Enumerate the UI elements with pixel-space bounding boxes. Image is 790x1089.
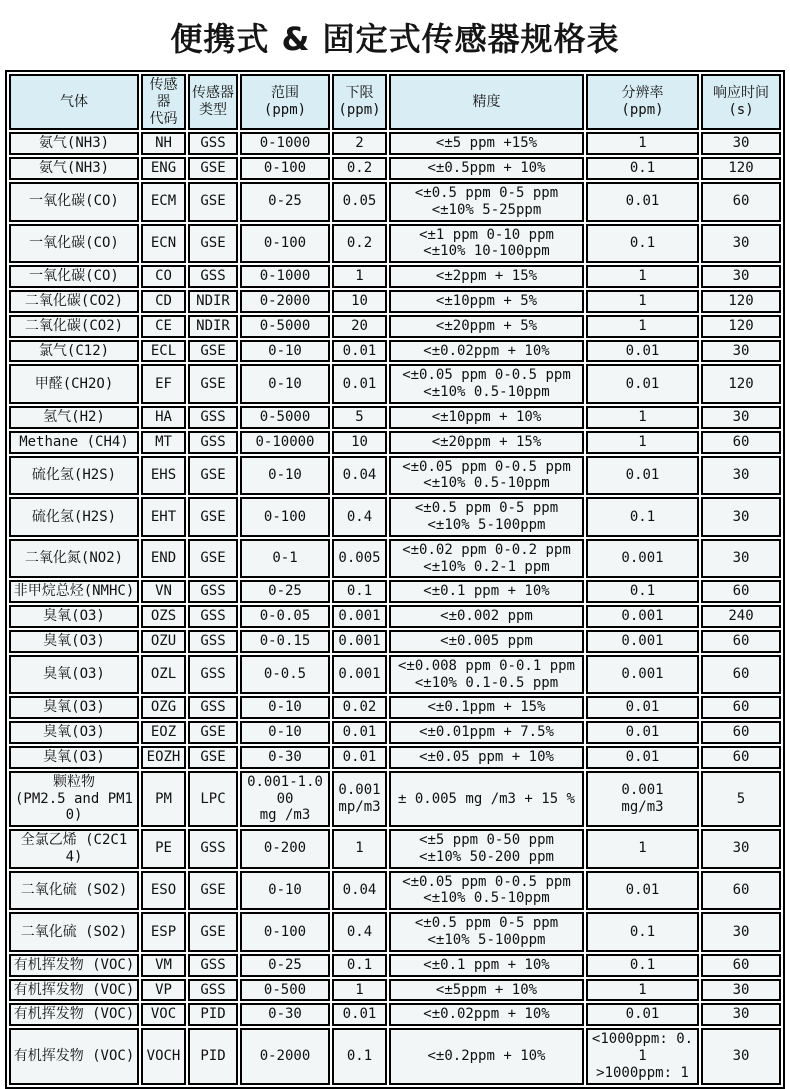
cell-gas: 硫化氢(H2S) <box>9 497 139 537</box>
cell-range: 0-100 <box>240 497 330 537</box>
cell-code: VOC <box>141 1003 186 1026</box>
cell-code: EF <box>141 364 186 404</box>
cell-range: 0-200 <box>240 829 330 869</box>
cell-type: GSS <box>188 431 238 454</box>
column-header-resolution: 分辨率 (ppm) <box>586 74 699 130</box>
cell-response: 30 <box>701 265 781 288</box>
cell-response: 60 <box>701 746 781 769</box>
column-header-accuracy: 精度 <box>389 74 584 130</box>
table-row <box>9 630 781 653</box>
cell-resolution: 0.01 <box>586 364 699 404</box>
cell-type: GSS <box>188 829 238 869</box>
cell-type: PID <box>188 1028 238 1084</box>
cell-resolution: 0.01 <box>586 182 699 222</box>
cell-code: CD <box>141 290 186 313</box>
cell-code: OZL <box>141 655 186 695</box>
cell-response: 30 <box>701 456 781 496</box>
cell-type: GSS <box>188 265 238 288</box>
cell-gas: 甲醛(CH2O) <box>9 364 139 404</box>
cell-gas: 臭氧(O3) <box>9 721 139 744</box>
cell-code: ECL <box>141 340 186 363</box>
cell-resolution: 1 <box>586 315 699 338</box>
cell-limit: 0.001 <box>332 605 387 628</box>
cell-accuracy: <±0.5ppm + 10% <box>389 157 584 180</box>
cell-resolution: 0.01 <box>586 746 699 769</box>
cell-range: 0-1000 <box>240 132 330 155</box>
cell-limit: 0.01 <box>332 340 387 363</box>
cell-response: 30 <box>701 340 781 363</box>
cell-type: GSS <box>188 630 238 653</box>
cell-limit: 0.01 <box>332 721 387 744</box>
cell-accuracy: <±1 ppm 0-10 ppm <±10% 10-100ppm <box>389 224 584 264</box>
table-row <box>9 431 781 454</box>
cell-limit: 0.04 <box>332 871 387 911</box>
cell-code: ECN <box>141 224 186 264</box>
cell-response: 120 <box>701 157 781 180</box>
cell-resolution: 0.001 <box>586 539 699 579</box>
table-row <box>9 265 781 288</box>
cell-gas: 一氧化碳(CO) <box>9 182 139 222</box>
cell-code: CO <box>141 265 186 288</box>
cell-code: EOZ <box>141 721 186 744</box>
sensor-spec-table <box>5 70 785 1089</box>
page-title: 便携式 & 固定式传感器规格表 <box>170 20 620 58</box>
cell-resolution: 0.01 <box>586 340 699 363</box>
cell-range: 0-10 <box>240 696 330 719</box>
cell-limit: 0.02 <box>332 696 387 719</box>
cell-code: VOCH <box>141 1028 186 1084</box>
cell-accuracy: <±0.005 ppm <box>389 630 584 653</box>
cell-type: GSS <box>188 696 238 719</box>
cell-resolution: 0.1 <box>586 224 699 264</box>
cell-accuracy: <±0.2ppm + 10% <box>389 1028 584 1084</box>
cell-limit: 0.1 <box>332 954 387 977</box>
cell-code: END <box>141 539 186 579</box>
table-row <box>9 290 781 313</box>
cell-accuracy: <±0.5 ppm 0-5 ppm <±10% 5-100ppm <box>389 912 584 952</box>
cell-response: 60 <box>701 696 781 719</box>
table-row <box>9 539 781 579</box>
cell-type: GSE <box>188 340 238 363</box>
table-row <box>9 456 781 496</box>
cell-resolution: 0.001 <box>586 630 699 653</box>
cell-range: 0-500 <box>240 979 330 1002</box>
table-row <box>9 655 781 695</box>
cell-type: GSS <box>188 979 238 1002</box>
cell-range: 0-25 <box>240 580 330 603</box>
cell-range: 0-10 <box>240 340 330 363</box>
cell-response: 240 <box>701 605 781 628</box>
cell-response: 30 <box>701 132 781 155</box>
cell-accuracy: <±0.1 ppm + 10% <box>389 580 584 603</box>
cell-gas: 全氯乙烯 (C2C14) <box>9 829 139 869</box>
cell-accuracy: <±5ppm + 10% <box>389 979 584 1002</box>
cell-response: 30 <box>701 1028 781 1084</box>
cell-limit: 2 <box>332 132 387 155</box>
cell-resolution: 0.01 <box>586 871 699 911</box>
cell-limit: 0.1 <box>332 580 387 603</box>
cell-gas: 有机挥发物 (VOC) <box>9 1003 139 1026</box>
cell-gas: 二氧化氮(NO2) <box>9 539 139 579</box>
cell-accuracy: <±0.05 ppm + 10% <box>389 746 584 769</box>
table-row <box>9 580 781 603</box>
cell-response: 30 <box>701 1003 781 1026</box>
column-header-gas: 气体 <box>9 74 139 130</box>
cell-type: GSE <box>188 871 238 911</box>
cell-code: ENG <box>141 157 186 180</box>
cell-gas: 有机挥发物 (VOC) <box>9 1028 139 1084</box>
table-row <box>9 829 781 869</box>
cell-response: 120 <box>701 315 781 338</box>
cell-type: GSE <box>188 157 238 180</box>
cell-type: NDIR <box>188 290 238 313</box>
table-row <box>9 746 781 769</box>
cell-accuracy: <±0.05 ppm 0-0.5 ppm <±10% 0.5-10ppm <box>389 871 584 911</box>
cell-resolution: 0.1 <box>586 954 699 977</box>
cell-range: 0-0.5 <box>240 655 330 695</box>
cell-gas: Methane (CH4) <box>9 431 139 454</box>
cell-response: 60 <box>701 655 781 695</box>
cell-range: 0-25 <box>240 182 330 222</box>
table-row <box>9 721 781 744</box>
cell-range: 0-0.15 <box>240 630 330 653</box>
table-row <box>9 912 781 952</box>
table-row <box>9 132 781 155</box>
cell-limit: 0.04 <box>332 456 387 496</box>
cell-range: 0-0.05 <box>240 605 330 628</box>
cell-gas: 臭氧(O3) <box>9 605 139 628</box>
cell-response: 60 <box>701 721 781 744</box>
column-header-limit: 下限 (ppm) <box>332 74 387 130</box>
cell-type: GSS <box>188 580 238 603</box>
cell-range: 0-5000 <box>240 315 330 338</box>
cell-resolution: 1 <box>586 406 699 429</box>
header-row <box>9 74 781 130</box>
cell-gas: 硫化氢(H2S) <box>9 456 139 496</box>
cell-accuracy: <±0.02 ppm 0-0.2 ppm <±10% 0.2-1 ppm <box>389 539 584 579</box>
cell-response: 120 <box>701 364 781 404</box>
cell-response: 30 <box>701 224 781 264</box>
cell-response: 30 <box>701 497 781 537</box>
cell-accuracy: <±0.008 ppm 0-0.1 ppm <±10% 0.1-0.5 ppm <box>389 655 584 695</box>
table-row <box>9 497 781 537</box>
cell-resolution: 0.001 <box>586 655 699 695</box>
table-row <box>9 1003 781 1026</box>
cell-accuracy: <±0.02ppm + 10% <box>389 1003 584 1026</box>
cell-resolution: 1 <box>586 290 699 313</box>
cell-gas: 一氧化碳(CO) <box>9 224 139 264</box>
cell-range: 0-1000 <box>240 265 330 288</box>
cell-code: ESP <box>141 912 186 952</box>
cell-range: 0-100 <box>240 224 330 264</box>
cell-gas: 氨气(NH3) <box>9 132 139 155</box>
cell-type: GSE <box>188 182 238 222</box>
cell-accuracy: <±0.002 ppm <box>389 605 584 628</box>
cell-resolution: 0.1 <box>586 497 699 537</box>
table-body <box>9 132 781 1084</box>
cell-resolution: <1000ppm: 0.1 >1000ppm: 1 <box>586 1028 699 1084</box>
cell-code: OZS <box>141 605 186 628</box>
cell-range: 0-10000 <box>240 431 330 454</box>
column-header-range: 范围 (ppm) <box>240 74 330 130</box>
cell-code: CE <box>141 315 186 338</box>
cell-limit: 0.001 <box>332 655 387 695</box>
cell-limit: 1 <box>332 829 387 869</box>
cell-accuracy: <±0.02ppm + 10% <box>389 340 584 363</box>
table-row <box>9 406 781 429</box>
cell-response: 120 <box>701 290 781 313</box>
table-row <box>9 364 781 404</box>
cell-limit: 1 <box>332 265 387 288</box>
cell-response: 5 <box>701 771 781 827</box>
cell-gas: 臭氧(O3) <box>9 655 139 695</box>
cell-gas: 二氧化硫 (SO2) <box>9 871 139 911</box>
cell-code: PE <box>141 829 186 869</box>
cell-gas: 臭氧(O3) <box>9 696 139 719</box>
cell-resolution: 0.01 <box>586 721 699 744</box>
cell-type: GSS <box>188 132 238 155</box>
cell-code: VP <box>141 979 186 1002</box>
cell-resolution: 0.01 <box>586 1003 699 1026</box>
cell-limit: 0.05 <box>332 182 387 222</box>
cell-limit: 0.01 <box>332 1003 387 1026</box>
cell-code: OZG <box>141 696 186 719</box>
cell-type: GSE <box>188 456 238 496</box>
cell-resolution: 0.1 <box>586 157 699 180</box>
cell-code: OZU <box>141 630 186 653</box>
cell-limit: 0.4 <box>332 497 387 537</box>
cell-type: PID <box>188 1003 238 1026</box>
cell-accuracy: <±0.5 ppm 0-5 ppm <±10% 5-25ppm <box>389 182 584 222</box>
cell-resolution: 0.001 mg/m3 <box>586 771 699 827</box>
cell-range: 0-30 <box>240 1003 330 1026</box>
cell-limit: 0.2 <box>332 157 387 180</box>
cell-range: 0-10 <box>240 871 330 911</box>
cell-limit: 0.001 mp/m3 <box>332 771 387 827</box>
cell-gas: 二氧化碳(CO2) <box>9 290 139 313</box>
column-header-type: 传感器 类型 <box>188 74 238 130</box>
cell-limit: 0.005 <box>332 539 387 579</box>
cell-accuracy: <±0.01ppm + 7.5% <box>389 721 584 744</box>
cell-limit: 20 <box>332 315 387 338</box>
cell-gas: 二氧化碳(CO2) <box>9 315 139 338</box>
cell-accuracy: <±0.1ppm + 15% <box>389 696 584 719</box>
cell-code: EHS <box>141 456 186 496</box>
cell-type: GSE <box>188 539 238 579</box>
cell-response: 30 <box>701 979 781 1002</box>
cell-type: GSE <box>188 912 238 952</box>
cell-gas: 一氧化碳(CO) <box>9 265 139 288</box>
cell-accuracy: <±5 ppm +15% <box>389 132 584 155</box>
cell-limit: 0.1 <box>332 1028 387 1084</box>
cell-response: 30 <box>701 406 781 429</box>
cell-accuracy: <±2ppm + 15% <box>389 265 584 288</box>
table-row <box>9 157 781 180</box>
cell-code: VN <box>141 580 186 603</box>
column-header-response: 响应时间 (s) <box>701 74 781 130</box>
cell-type: GSS <box>188 406 238 429</box>
table-row <box>9 871 781 911</box>
cell-code: PM <box>141 771 186 827</box>
cell-accuracy: <±0.05 ppm 0-0.5 ppm <±10% 0.5-10ppm <box>389 364 584 404</box>
cell-resolution: 1 <box>586 132 699 155</box>
cell-gas: 有机挥发物 (VOC) <box>9 979 139 1002</box>
cell-response: 60 <box>701 431 781 454</box>
cell-code: ESO <box>141 871 186 911</box>
cell-range: 0-10 <box>240 364 330 404</box>
cell-range: 0-100 <box>240 157 330 180</box>
cell-accuracy: ± 0.005 mg /m3 + 15 % <box>389 771 584 827</box>
cell-range: 0-5000 <box>240 406 330 429</box>
cell-accuracy: <±20ppm + 15% <box>389 431 584 454</box>
cell-gas: 臭氧(O3) <box>9 630 139 653</box>
column-header-code: 传感器 代码 <box>141 74 186 130</box>
cell-code: MT <box>141 431 186 454</box>
cell-response: 60 <box>701 580 781 603</box>
table-row <box>9 315 781 338</box>
cell-code: EOZH <box>141 746 186 769</box>
table-row <box>9 224 781 264</box>
table-row <box>9 696 781 719</box>
cell-range: 0-100 <box>240 912 330 952</box>
cell-limit: 10 <box>332 290 387 313</box>
cell-resolution: 0.01 <box>586 456 699 496</box>
cell-range: 0-10 <box>240 721 330 744</box>
table-row <box>9 182 781 222</box>
cell-gas: 臭氧(O3) <box>9 746 139 769</box>
cell-type: GSE <box>188 497 238 537</box>
table-row <box>9 979 781 1002</box>
cell-resolution: 0.001 <box>586 605 699 628</box>
cell-type: LPC <box>188 771 238 827</box>
cell-type: GSS <box>188 655 238 695</box>
cell-resolution: 1 <box>586 265 699 288</box>
cell-gas: 颗粒物 (PM2.5 and PM10) <box>9 771 139 827</box>
cell-accuracy: <±10ppm + 5% <box>389 290 584 313</box>
cell-resolution: 1 <box>586 431 699 454</box>
cell-range: 0.001-1.000 mg /m3 <box>240 771 330 827</box>
cell-response: 30 <box>701 912 781 952</box>
cell-type: GSS <box>188 954 238 977</box>
cell-range: 0-25 <box>240 954 330 977</box>
cell-accuracy: <±10ppm + 10% <box>389 406 584 429</box>
cell-limit: 0.01 <box>332 746 387 769</box>
cell-response: 60 <box>701 630 781 653</box>
cell-gas: 氨气(NH3) <box>9 157 139 180</box>
cell-resolution: 0.1 <box>586 912 699 952</box>
cell-range: 0-1 <box>240 539 330 579</box>
cell-response: 60 <box>701 871 781 911</box>
cell-limit: 0.2 <box>332 224 387 264</box>
cell-range: 0-2000 <box>240 1028 330 1084</box>
cell-limit: 0.01 <box>332 364 387 404</box>
cell-resolution: 0.1 <box>586 580 699 603</box>
cell-accuracy: <±0.1 ppm + 10% <box>389 954 584 977</box>
cell-range: 0-30 <box>240 746 330 769</box>
cell-limit: 1 <box>332 979 387 1002</box>
cell-resolution: 0.01 <box>586 696 699 719</box>
cell-resolution: 1 <box>586 829 699 869</box>
cell-type: GSE <box>188 224 238 264</box>
cell-response: 30 <box>701 829 781 869</box>
cell-response: 60 <box>701 182 781 222</box>
cell-accuracy: <±5 ppm 0-50 ppm <±10% 50-200 ppm <box>389 829 584 869</box>
table-row <box>9 771 781 827</box>
cell-type: GSS <box>188 605 238 628</box>
table-row <box>9 340 781 363</box>
table-row <box>9 954 781 977</box>
cell-range: 0-10 <box>240 456 330 496</box>
cell-resolution: 1 <box>586 979 699 1002</box>
cell-type: GSE <box>188 746 238 769</box>
cell-limit: 0.001 <box>332 630 387 653</box>
cell-range: 0-2000 <box>240 290 330 313</box>
cell-code: HA <box>141 406 186 429</box>
cell-gas: 非甲烷总烃(NMHC) <box>9 580 139 603</box>
cell-accuracy: <±0.05 ppm 0-0.5 ppm <±10% 0.5-10ppm <box>389 456 584 496</box>
cell-limit: 10 <box>332 431 387 454</box>
cell-type: GSE <box>188 721 238 744</box>
table-row <box>9 605 781 628</box>
cell-code: EHT <box>141 497 186 537</box>
cell-code: NH <box>141 132 186 155</box>
cell-gas: 有机挥发物 (VOC) <box>9 954 139 977</box>
cell-code: ECM <box>141 182 186 222</box>
cell-type: GSE <box>188 364 238 404</box>
cell-accuracy: <±20ppm + 5% <box>389 315 584 338</box>
cell-gas: 二氧化硫 (SO2) <box>9 912 139 952</box>
table-row <box>9 1028 781 1084</box>
cell-code: VM <box>141 954 186 977</box>
cell-response: 60 <box>701 954 781 977</box>
cell-gas: 氢气(H2) <box>9 406 139 429</box>
cell-limit: 0.4 <box>332 912 387 952</box>
cell-response: 30 <box>701 539 781 579</box>
cell-accuracy: <±0.5 ppm 0-5 ppm <±10% 5-100ppm <box>389 497 584 537</box>
cell-type: NDIR <box>188 315 238 338</box>
cell-limit: 5 <box>332 406 387 429</box>
cell-gas: 氯气(C12) <box>9 340 139 363</box>
